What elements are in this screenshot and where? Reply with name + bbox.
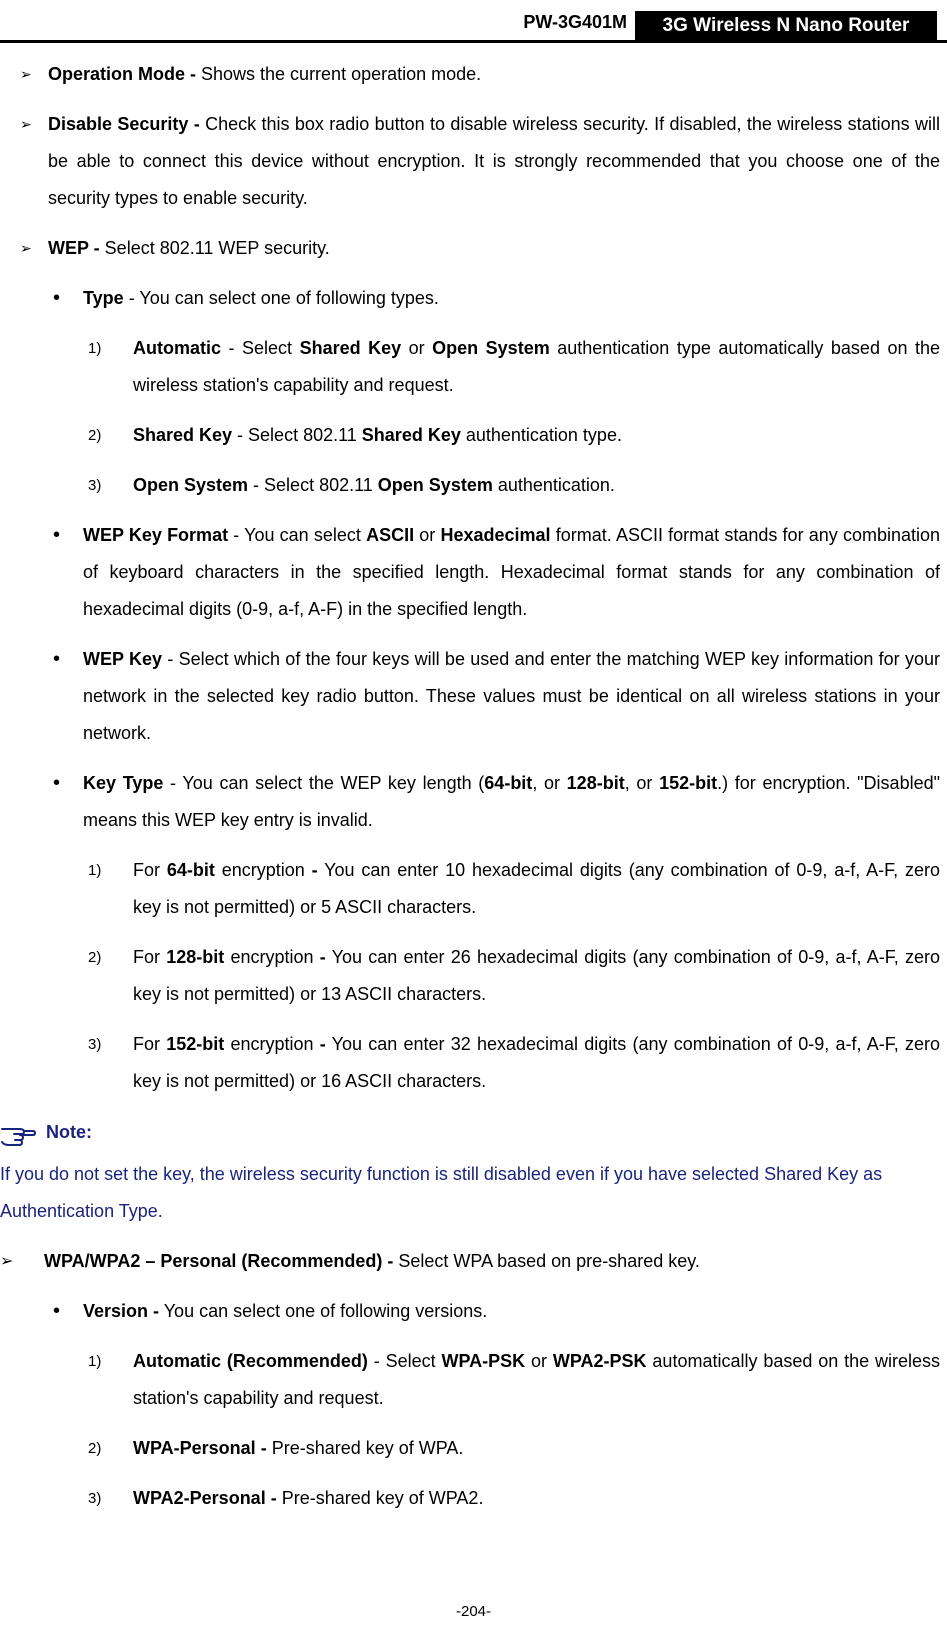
term: Key Type — [83, 773, 164, 793]
term: WPA/WPA2 – Personal (Recommended) - — [44, 1251, 394, 1271]
text-run: For — [133, 947, 167, 967]
term: Operation Mode - — [48, 64, 196, 84]
text-run: - You can select — [228, 525, 367, 545]
text-run: authentication type automatically based on the wireless station's capability and request. — [133, 338, 941, 395]
list-item-type — [0, 280, 940, 317]
list-item-wep-key — [0, 641, 940, 752]
description: Select WPA based on pre-shared key. — [393, 1251, 700, 1271]
list-item-key-type-128 — [0, 939, 940, 1013]
description: Pre-shared key of WPA. — [266, 1438, 464, 1458]
bold-term: - — [311, 860, 318, 880]
note-heading — [0, 1116, 940, 1156]
text-run: encryption — [224, 947, 320, 967]
bold-term: Shared Key — [361, 425, 461, 445]
text-run: - Select — [221, 338, 300, 358]
text-run: For — [133, 860, 167, 880]
arrow-bullet-icon: ➢ — [20, 240, 32, 256]
pointing-hand-icon — [0, 1118, 36, 1148]
text-run: - You can select the WEP key length ( — [163, 773, 485, 793]
bold-term: Open System — [432, 338, 550, 358]
bold-term: - — [319, 947, 326, 967]
bold-term: 128-bit — [166, 947, 225, 967]
bold-term: Hexadecimal — [440, 525, 551, 545]
bold-term: 152-bit — [166, 1034, 225, 1054]
text-run: .) for encryption. "Disabled" means this WEP key entry is invalid. — [83, 773, 940, 830]
list-item-key-type — [0, 765, 940, 839]
item-number: 3) — [88, 1490, 102, 1507]
text-run: For — [133, 1034, 167, 1054]
item-number: 3) — [88, 477, 102, 494]
item-number: 1) — [88, 340, 102, 357]
term: Automatic — [133, 338, 222, 358]
item-number: 2) — [88, 949, 102, 966]
text-run: encryption — [214, 860, 312, 880]
list-item-version-automatic — [0, 1343, 940, 1417]
page-header — [0, 0, 947, 42]
arrow-bullet-icon: ➢ — [0, 1253, 14, 1270]
description: Select 802.11 WEP security. — [99, 238, 330, 258]
bold-term: 64-bit — [166, 860, 215, 880]
text-run: , or — [532, 773, 567, 793]
term: Version - — [83, 1301, 160, 1321]
term: Shared Key — [133, 425, 233, 445]
list-item-disable-security — [0, 106, 940, 217]
model-name: PW-3G401M — [523, 12, 627, 32]
term: WPA2-Personal - — [133, 1488, 277, 1508]
product-title: 3G Wireless N Nano Router — [635, 11, 937, 40]
text-run: or — [525, 1351, 553, 1371]
description: Pre-shared key of WPA2. — [276, 1488, 484, 1508]
description: Check this box radio button to disable wireless security. If disabled, the wireless stations will be able to connect this device without encryption. It is strongly recommended that you choose one of the security types to enable security. — [48, 114, 940, 208]
bold-term: 128-bit — [566, 773, 625, 793]
bold-term: - — [319, 1034, 326, 1054]
bold-term: 64-bit — [484, 773, 533, 793]
text-run: authentication. — [492, 475, 615, 495]
list-item-version-wpa — [0, 1430, 940, 1467]
bold-term: ASCII — [366, 525, 415, 545]
bold-term: WPA-PSK — [441, 1351, 526, 1371]
bold-term: Shared Key — [299, 338, 402, 358]
text-run: or — [401, 338, 433, 358]
dot-bullet-icon: • — [53, 287, 61, 309]
list-item-wep-key-format — [0, 517, 940, 628]
item-number: 1) — [88, 862, 102, 879]
dot-bullet-icon: • — [53, 648, 61, 670]
text-run: - Select — [367, 1351, 442, 1371]
text-run: encryption — [224, 1034, 320, 1054]
term: WEP Key — [83, 649, 163, 669]
text-run: You can enter 32 hexadecimal digits (any combination of 0-9, a-f, A-F, zero key is not permitted) or 16 ASCII characters. — [133, 1034, 940, 1091]
item-number: 3) — [88, 1036, 102, 1053]
term: WEP Key Format — [83, 525, 229, 545]
text-run: format. ASCII format stands for any combination of keyboard characters in the specified length. Hexadecimal format stands for any combination of hexadecimal digits (0-9, a-f, A-F) in the specified length. — [83, 525, 941, 619]
term: Type — [83, 288, 124, 308]
list-item-version-wpa2 — [0, 1480, 940, 1517]
header-rule — [0, 40, 947, 43]
list-item-type-shared-key — [0, 417, 940, 454]
term: WEP - — [48, 238, 100, 258]
text-run: or — [414, 525, 441, 545]
text-run: , or — [624, 773, 660, 793]
text-run: - Select 802.11 — [232, 425, 362, 445]
list-item-type-open-system — [0, 467, 940, 504]
arrow-bullet-icon: ➢ — [20, 66, 32, 82]
list-item-version — [0, 1293, 940, 1330]
note-text: If you do not set the key, the wireless security function is still disabled even if you have selected Shared Key as Authentication Type. — [0, 1164, 883, 1221]
dot-bullet-icon: • — [53, 524, 61, 546]
text-run: You can enter 26 hexadecimal digits (any combination of 0-9, a-f, A-F, zero key is not permitted) or 13 ASCII characters. — [133, 947, 940, 1004]
bold-term: 152-bit — [659, 773, 718, 793]
item-number: 2) — [88, 427, 102, 444]
text-run: You can enter 10 hexadecimal digits (any combination of 0-9, a-f, A-F, zero key is not permitted) or 5 ASCII characters. — [133, 860, 940, 917]
text-run: - Select 802.11 — [248, 475, 378, 495]
list-item-wep — [0, 230, 940, 267]
page-content — [0, 56, 940, 1530]
description: You can select one of following versions. — [159, 1301, 488, 1321]
text-run: authentication type. — [460, 425, 622, 445]
term: Automatic (Recommended) — [133, 1351, 368, 1371]
list-item-operation-mode — [0, 56, 940, 93]
bold-term: Open System — [377, 475, 493, 495]
description: Shows the current operation mode. — [196, 64, 482, 84]
note-label: Note: — [46, 1122, 92, 1142]
list-item-wpa-personal — [0, 1243, 940, 1280]
page-number: -204- — [455, 1603, 492, 1620]
arrow-bullet-icon: ➢ — [20, 116, 32, 132]
text-run: automatically based on the wireless station's capability and request. — [133, 1351, 940, 1408]
item-number: 2) — [88, 1440, 102, 1457]
term: WPA-Personal - — [133, 1438, 267, 1458]
list-item-key-type-152 — [0, 1026, 940, 1100]
description: - You can select one of following types. — [123, 288, 439, 308]
item-number: 1) — [88, 1353, 102, 1370]
description: - Select which of the four keys will be used and enter the matching WEP key information for your network in the selected key radio button. These values must be identical on all wireless stations in your network. — [83, 649, 940, 743]
list-item-type-automatic — [0, 330, 940, 404]
dot-bullet-icon: • — [53, 772, 61, 794]
dot-bullet-icon: • — [53, 1300, 61, 1322]
bold-term: WPA2-PSK — [552, 1351, 647, 1371]
term: Open System — [133, 475, 249, 495]
list-item-key-type-64 — [0, 852, 940, 926]
term: Disable Security - — [48, 114, 200, 134]
